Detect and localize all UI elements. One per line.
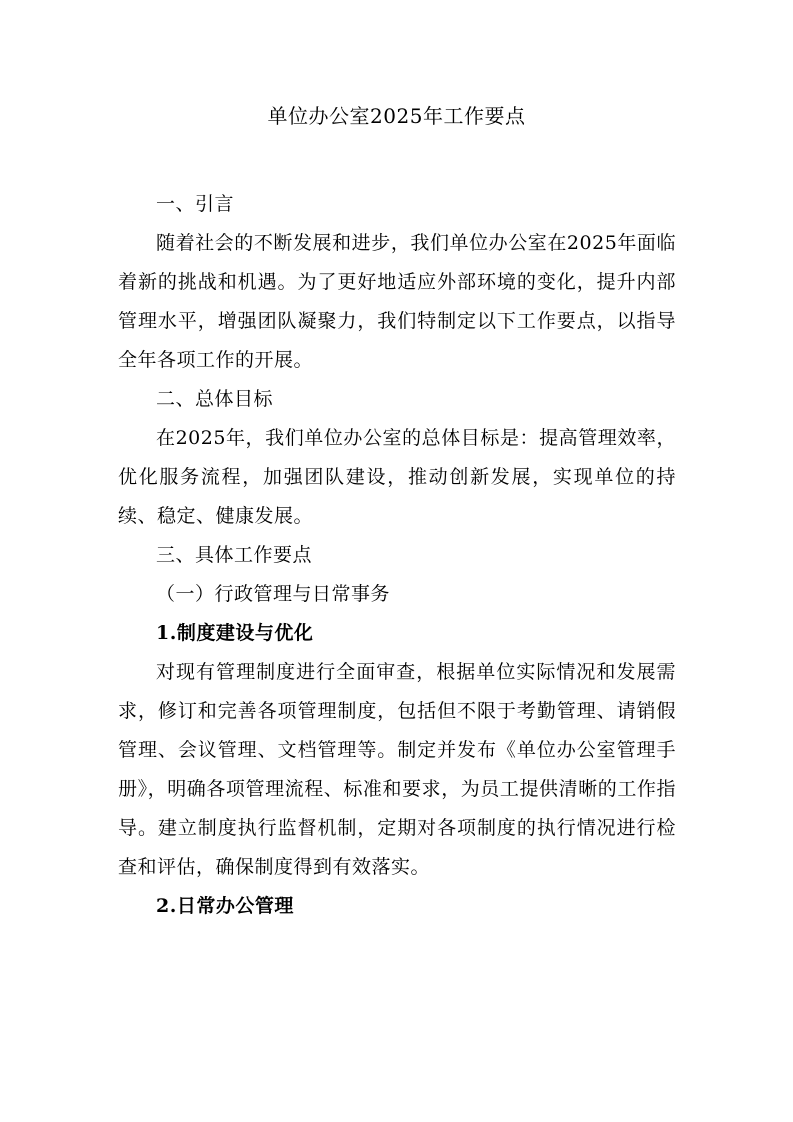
item-heading-system-building: 1.制度建设与优化	[156, 622, 314, 644]
paragraph-introduction: 随着社会的不断发展和进步，我们单位办公室在2025年面临着新的挑战和机遇。为了更好地适应外部环境的变化，提升内部管理水平，增强团队凝聚力，我们特制定以下工作要点，以指导全年各项工作的开展。	[118, 232, 676, 371]
subsection-heading-administration: （一）行政管理与日常事务	[156, 583, 391, 605]
document-body	[118, 185, 676, 926]
item-heading-daily-office: 2.日常办公管理	[156, 895, 294, 917]
section-heading-overall-goals: 二、总体目标	[156, 388, 274, 410]
paragraph-overall-goals: 在2025年，我们单位办公室的总体目标是：提高管理效率，优化服务流程，加强团队建设，推动创新发展，实现单位的持续、稳定、健康发展。	[118, 427, 676, 527]
paragraph-system-building: 对现有管理制度进行全面审查，根据单位实际情况和发展需求，修订和完善各项管理制度，包括但不限于考勤管理、请销假管理、会议管理、文档管理等。制定并发布《单位办公室管理手册》，明确各项管理流程、标准和要求，为员工提供清晰的工作指导。建立制度执行监督机制，定期对各项制度的执行情况进行检查和评估，确保制度得到有效落实。	[118, 661, 676, 878]
document-title: 单位办公室2025年工作要点	[267, 104, 526, 128]
section-heading-key-tasks: 三、具体工作要点	[156, 544, 313, 566]
section-heading-introduction: 一、引言	[156, 193, 235, 215]
